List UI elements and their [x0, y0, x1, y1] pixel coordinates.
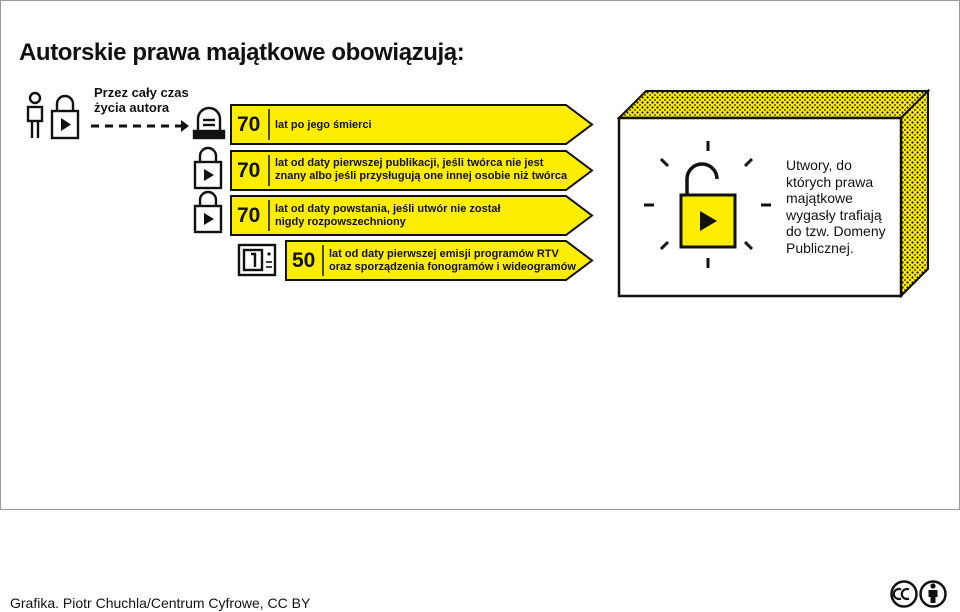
padlock-icon [195, 192, 221, 232]
row-2-line-2: znany albo jeśli przysługują one innej osobie niż twórca [275, 170, 568, 182]
row-1-text [275, 119, 372, 132]
lifetime-line-1: Przez cały czas [94, 85, 189, 100]
row-3-line-1: lat od daty powstania, jeśli utwór nie został [275, 203, 501, 215]
lifetime-arrow [91, 120, 189, 132]
by-icon [921, 582, 946, 607]
row-3-text [275, 203, 501, 229]
row-4-line-1: lat od daty pierwszej emisji programów RTV [329, 248, 559, 260]
row-4-text [329, 248, 576, 274]
tv-icon [239, 245, 275, 275]
page-title: Autorskie prawa majątkowe obowiązują: [19, 39, 465, 66]
person-icon [28, 93, 42, 138]
padlock-icon [195, 148, 221, 188]
row-3-years: 70 [237, 204, 261, 227]
row-4-years: 50 [292, 249, 316, 272]
row-1-years: 70 [237, 113, 261, 136]
row-4-line-2: oraz sporządzenia fonogramów i wideogramów [329, 261, 576, 273]
padlock-icon [52, 96, 78, 138]
public-domain-text: Utwory, do których prawa majątkowe wygasły trafiają do tzw. Domeny Publicznej. [786, 157, 886, 256]
row-2-line-1: lat od daty pierwszej publikacji, jeśli twórca nie jest [275, 157, 544, 169]
lifetime-line-2: życia autora [94, 100, 170, 115]
row-1-line-1: lat po jego śmierci [275, 119, 372, 131]
row-2-years: 70 [237, 159, 261, 182]
row-2-text [275, 157, 567, 183]
lifetime-label [94, 85, 189, 115]
row-3-line-2: nigdy rozpowszechniony [275, 216, 406, 228]
tombstone-icon [194, 108, 224, 138]
cc-icon [892, 582, 917, 607]
image-credit: Grafika. Piotr Chuchla/Centrum Cyfrowe, CC BY [10, 595, 311, 611]
